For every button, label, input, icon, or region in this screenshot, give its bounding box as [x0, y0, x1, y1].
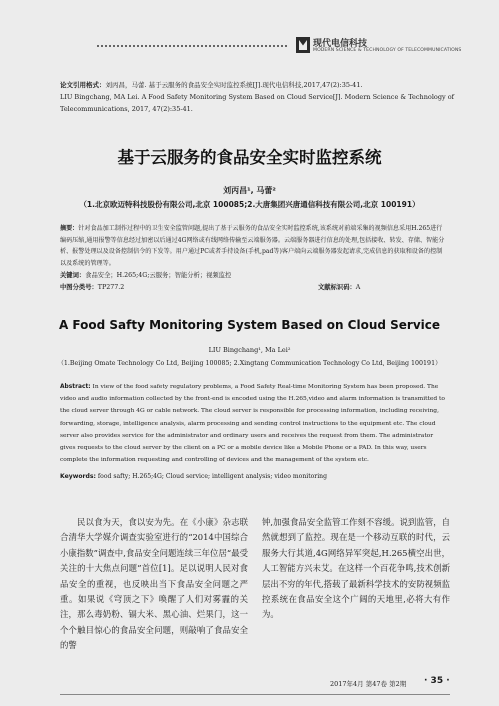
citation-block [60, 79, 480, 115]
page-number: · 35 · [424, 676, 450, 686]
classification-label: 中图分类号： [60, 284, 98, 291]
abstract-en-label: Abstract: [60, 384, 91, 390]
authors-cn: 刘丙昌¹, 马蕾² [223, 186, 276, 195]
footer-rule [60, 694, 450, 695]
classification-number [60, 282, 124, 291]
keywords-en-text: food safty; H.265;4G; Cloud service; intelligent analysis; video monitoring [97, 473, 327, 480]
abstract-cn [60, 223, 448, 270]
keywords-cn [60, 270, 231, 279]
affiliation-en: （1.Beijing Omate Technology Co Ltd, Beijing 100085; 2.Xingtang Communication Technology Co Ltd, Beijing 100191） [57, 360, 442, 367]
abstract-en [60, 381, 448, 466]
keywords-en-label: Keywords: [60, 473, 96, 480]
journal-name-en: MODERN SCIENCE & TECHNOLOGY OF TELECOMMUNICATIONS [313, 48, 462, 53]
header-dotted-rule [97, 45, 287, 47]
body-column-right: 钟,加强食品安全监管工作刻不容缓。说到监管，自然就想到了监控。现在是一个移动互联的时代，云服务大行其道,4G网络异军突起,H.265横空出世，人工智能方兴未艾。在这样一个百花争鸣,技术创新层出不穷的年代,搭载了最新科学技术的安防视频监控系统在食品安全这个广阔的天地里,必将大有作为。 [262, 517, 450, 620]
citation-label: 论文引用格式： [60, 81, 106, 89]
keywords-cn-text: 食品安全；H.265;4G;云服务；智能分析；视频监控 [85, 272, 232, 279]
issue-info: 2017年4月 第47卷 第2期 [330, 680, 407, 688]
journal-logo-icon [296, 37, 310, 53]
document-code-value: A [355, 284, 361, 291]
journal-name-cn: 现代电信科技 [313, 39, 368, 49]
article-title-cn: 基于云服务的食品安全实时监控系统 [117, 148, 382, 167]
keywords-cn-label: 关键词： [60, 272, 86, 279]
abstract-cn-text: 针对食品加工制作过程中的卫生安全监管问题,提出了基于云服务的食品安全实时监控系统,该系统对前端采集的视频信息采用H.265进行编码压缩,通用报警等信息经过加密以后通过4G网络或有线网络传输至云端服务器。云端服务器进行信息的处理,包括接收、转发、存储、智能分析、报警处理以及设备控制信令的下发等。用户通过PC或者手持设备(手机,pad等)客户端向云端服务器发起请求,完成信息的获取和设备的控制以及系统的管理等。 [60, 225, 445, 268]
abstract-cn-label: 摘要： [60, 225, 79, 232]
citation-cn: 刘丙昌，马蕾. 基于云服务的食品安全实时监控系统[J].现代电信科技,2017,47(2):35-41. [105, 81, 363, 89]
document-code-label: 文献标识码： [318, 284, 356, 291]
citation-en: LIU Bingchang, MA Lei. A Food Safety Monitoring System Based on Cloud Service[J]. Modern Science & Technology of Telecommunications, 2017, 47(2):35-41. [60, 93, 455, 113]
affiliation-cn: （1.北京欧迈特科技股份有限公司,北京 100085;2.大唐集团兴唐通信科技有限公司,北京 100191） [79, 200, 420, 209]
body-column-left: 民以食为天，食以安为先。在《小康》杂志联合清华大学媒介调查实验室进行的“2014中国综合小康指数”调查中,食品安全问题连续三年位居“最受关注的十大焦点问题”首位[1]。足以说明人民对食品安全的重视，也反映出当下食品安全问题之严重。如果说《穹顶之下》唤醒了人们对雾霾的关注，那么毒奶粉、镉大米、黑心油、烂果门，这一个个触目惊心的食品安全问题，则敲响了食品安全的警 [60, 517, 248, 651]
keywords-en [60, 473, 327, 480]
abstract-en-text: In view of the food safety regulatory problems, a Food Safety Real-time Monitoring System has been proposed. The video and audio information collected by the front-end is encoded using the H.265,video and alarm information is transmitted to the cloud server through 4G or cable network. The cloud server is responsible for processing information, including receiving, forwarding, storage, intelligence analysis, alarm processing and sending control instructions to the equipment etc. The cloud server also provides service for the administrator and ordinary users and receives the request from them. The administrator gives requests to the cloud server by the client on a PC or a mobile device like a Mobile Phone or a PAD. In this way, users complete the information requesting and controlling of devices and the management of the system etc. [60, 384, 445, 464]
authors-en: LIU Bingchang¹, Ma Lei² [208, 346, 291, 354]
classification-value: TP277.2 [97, 284, 125, 291]
article-title-en: A Food Safty Monitoring System Based on Cloud Service [58, 318, 441, 332]
document-code [318, 282, 360, 291]
